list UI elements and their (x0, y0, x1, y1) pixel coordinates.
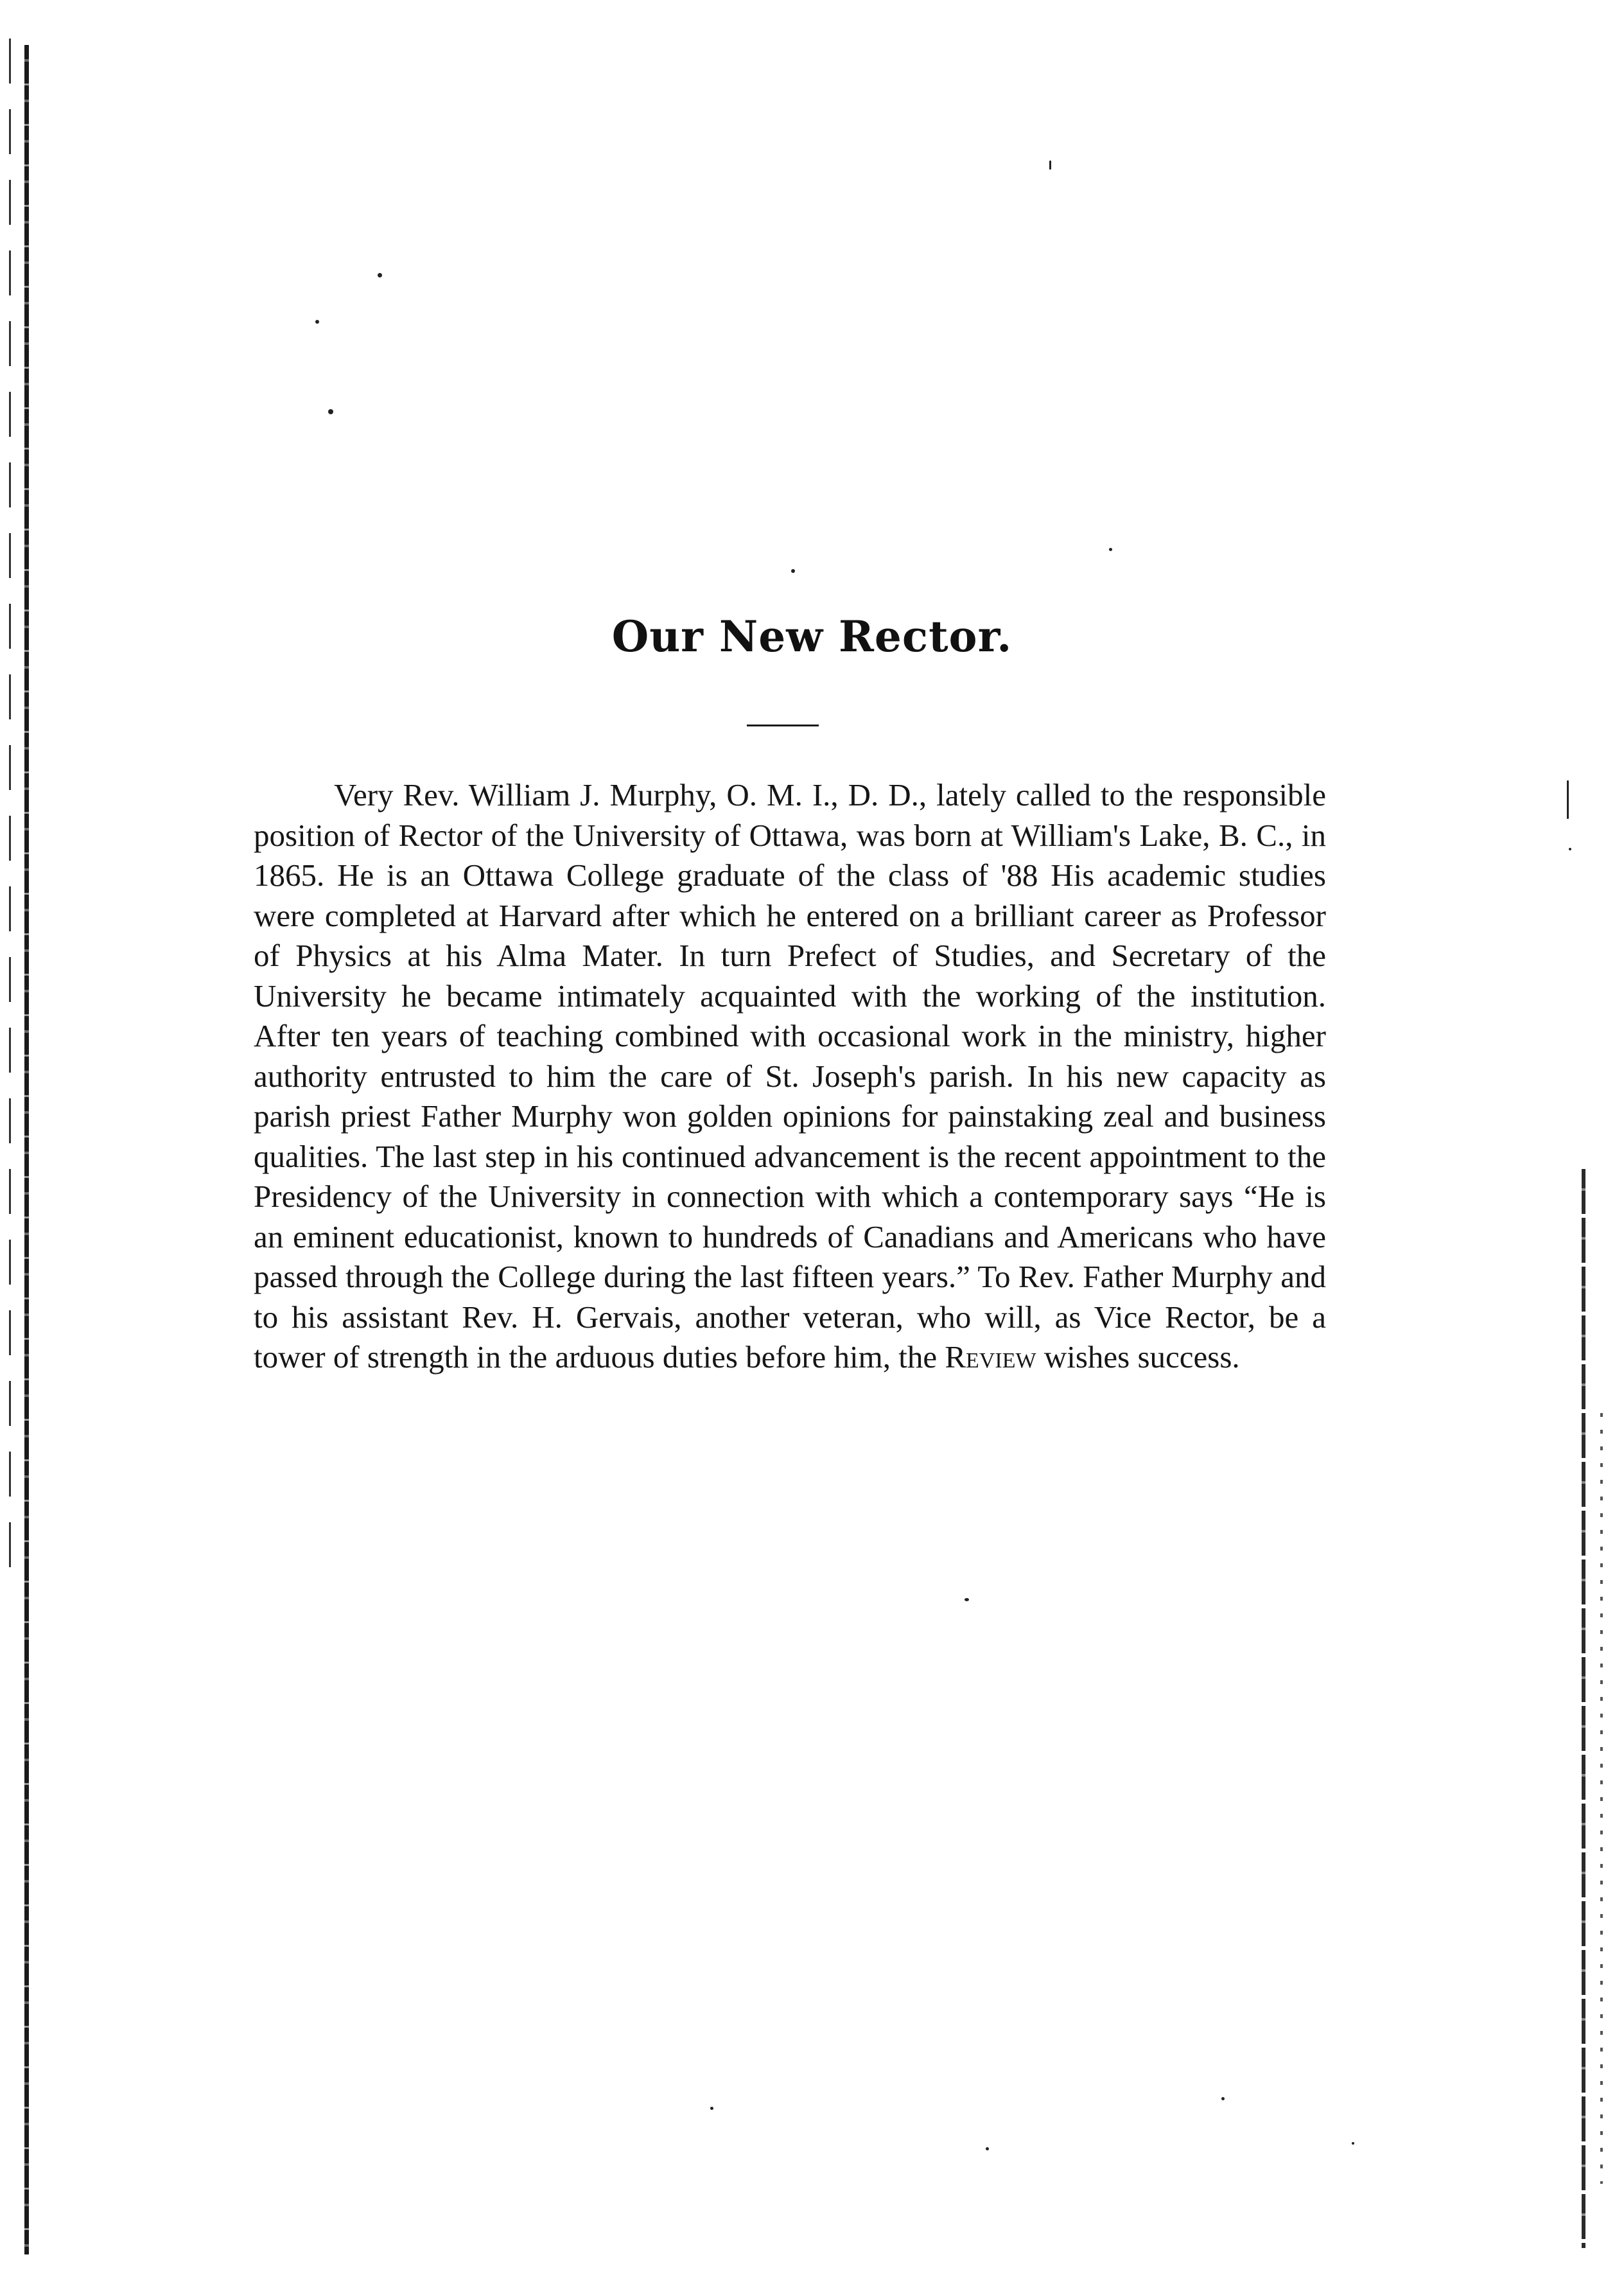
right-page-edge-specks (1600, 1413, 1603, 2184)
scan-speck (328, 409, 333, 414)
scan-speck (1352, 2142, 1354, 2145)
scan-speck (1569, 848, 1571, 850)
scan-speck (1567, 780, 1569, 819)
scan-speck (986, 2147, 989, 2150)
scan-speck (1049, 161, 1051, 170)
article-body (254, 775, 1326, 1378)
scan-speck (710, 2107, 713, 2110)
scan-speck (1109, 548, 1112, 551)
title-rule (747, 725, 819, 726)
right-page-edge (1582, 1169, 1585, 2248)
review-name: Review (945, 1339, 1036, 1375)
article-text: Very Rev. William J. Murphy, O. M. I., D. D., lately called to the responsible position of Rector of the University of Ottawa, was born at William's Lake, B. C., in 1865. He is an Ottawa College graduate of the class of '88 His academic studies were completed at Harvard after which he entered on a brilliant career as Professor of Physics at his Alma Mater. In turn Prefect of Studies, and Secretary of the University he became intimately acquainted with the working of the institution. After ten years of teaching combined with occasional work in the ministry, higher authority entrusted to him the care of St. Joseph's parish. In his new capacity as parish priest Father Murphy won golden opinions for painstaking zeal and business qualities. The last step in his continued advancement is the recent appointment to the Presidency of the University in connection with which a contemporary says “He is an eminent educationist, known to hundreds of Canadians and Americans who have passed through the College during the last fifteen years.” To Rev. Father Murphy and to his assistant Rev. H. Gervais, another veteran, who will, as Vice Rector, be a tower of strength in the arduous duties before him, the (254, 777, 1326, 1375)
scan-speck (315, 320, 319, 324)
left-binding-shadow (9, 39, 11, 1580)
scan-speck (378, 273, 382, 277)
scan-speck (791, 569, 795, 573)
scan-speck (1221, 2097, 1225, 2100)
article-title: Our New Rector. (611, 611, 1013, 662)
left-binding-edge (24, 45, 29, 2254)
article-text-end: wishes success. (1036, 1339, 1240, 1375)
scan-speck (965, 1598, 969, 1601)
